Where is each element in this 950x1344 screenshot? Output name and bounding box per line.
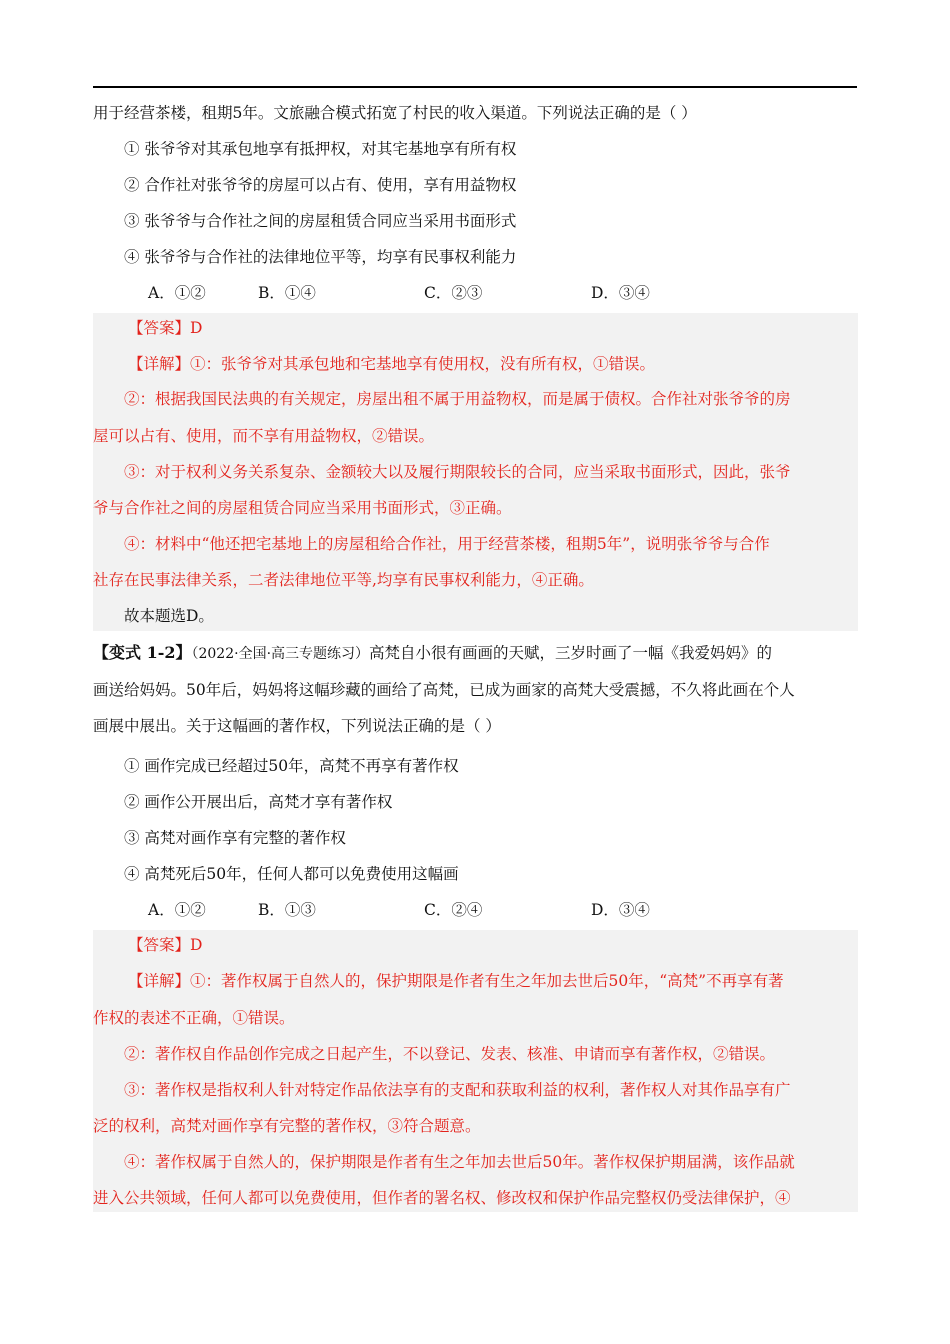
q2-option-d: D．③④ [591, 901, 650, 919]
q2-explain-6: ④：著作权属于自然人的，保护期限是作者有生之年加去世后50年。著作权保护期届满，该作品就 [124, 1153, 795, 1171]
q1-option-b: B．①④ [258, 284, 316, 302]
q1-option-c: C．②③ [424, 284, 483, 302]
q1-option-d: D．③④ [591, 284, 650, 302]
q2-explain-1: 【详解】①：著作权属于自然人的，保护期限是作者有生之年加去世后50年，“高梵”不再享有著 [128, 972, 784, 990]
q1-item-3: ③ 张爷爷与合作社之间的房屋租赁合同应当采用书面形式 [124, 212, 517, 230]
q2-explain-3: ②：著作权自作品创作完成之日起产生，不以登记、发表、核准、申请而享有著作权，②错误。 [124, 1045, 776, 1063]
q2-item-1: ① 画作完成已经超过50年，高梵不再享有著作权 [124, 757, 459, 775]
q2-item-4: ④ 高梵死后50年，任何人都可以免费使用这幅画 [124, 865, 459, 883]
q2-item-2: ② 画作公开展出后，高梵才享有著作权 [124, 793, 393, 811]
q2-option-a: A．①② [148, 901, 206, 919]
q1-explain-6: ④：材料中“他还把宅基地上的房屋租给合作社，用于经营茶楼，租期5年”，说明张爷爷与合作 [124, 535, 770, 553]
q1-explain-2: ②：根据我国民法典的有关规定，房屋出租不属于用益物权，而是属于债权。合作社对张爷爷的房 [124, 390, 791, 408]
q2-explain-7: 进入公共领域，任何人都可以免费使用，但作者的署名权、修改权和保护作品完整权仍受法律保护，④ [93, 1189, 791, 1207]
q1-answer: 【答案】D [128, 319, 203, 337]
q2-stem-1: 高梵自小很有画画的天赋，三岁时画了一幅《我爱妈妈》的 [369, 644, 773, 662]
q2-option-c: C．②④ [424, 901, 483, 919]
q1-explain-3: 屋可以占有、使用，而不享有用益物权，②错误。 [93, 427, 435, 445]
q2-stem-2: 画送给妈妈。50年后，妈妈将这幅珍藏的画给了高梵，已成为画家的高梵大受震撼，不久将此画在个人 [93, 681, 795, 699]
q2-stem-line-1 [93, 643, 863, 664]
q1-conclusion: 故本题选D。 [124, 607, 214, 625]
q1-explain-4: ③：对于权利义务关系复杂、金额较大以及履行期限较长的合同，应当采取书面形式，因此，张爷 [124, 463, 791, 481]
q2-explain-5: 泛的权利，高梵对画作享有完整的著作权，③符合题意。 [93, 1117, 481, 1135]
q1-option-a: A．①② [148, 284, 206, 302]
q1-explain-7: 社存在民事法律关系，二者法律地位平等,均享有民事权利能力，④正确。 [93, 571, 594, 589]
q1-item-2: ② 合作社对张爷爷的房屋可以占有、使用，享有用益物权 [124, 176, 517, 194]
q2-item-3: ③ 高梵对画作享有完整的著作权 [124, 829, 346, 847]
q1-explain-5: 爷与合作社之间的房屋租赁合同应当采用书面形式，③正确。 [93, 499, 512, 517]
q2-explain-4: ③：著作权是指权利人针对特定作品依法享有的支配和获取利益的权利，著作权人对其作品享有广 [124, 1081, 791, 1099]
q1-item-1: ① 张爷爷对其承包地享有抵押权，对其宅基地享有所有权 [124, 140, 517, 158]
q2-label: 【变式 1-2】 [93, 643, 192, 662]
q1-item-4: ④ 张爷爷与合作社的法律地位平等，均享有民事权利能力 [124, 248, 517, 266]
q2-explain-2: 作权的表述不正确，①错误。 [93, 1009, 295, 1027]
q2-option-b: B．①③ [258, 901, 316, 919]
q2-source: （2022·全国·高三专题练习） [191, 646, 370, 662]
q2-answer: 【答案】D [128, 936, 203, 954]
q2-stem-3: 画展中展出。关于这幅画的著作权，下列说法正确的是（ ） [93, 717, 501, 735]
q1-explain-1: 【详解】①：张爷爷对其承包地和宅基地享有使用权，没有所有权，①错误。 [128, 355, 656, 373]
q1-stem: 用于经营茶楼，租期5年。文旅融合模式拓宽了村民的收入渠道。下列说法正确的是（ ） [93, 104, 697, 122]
header-rule [93, 86, 857, 88]
